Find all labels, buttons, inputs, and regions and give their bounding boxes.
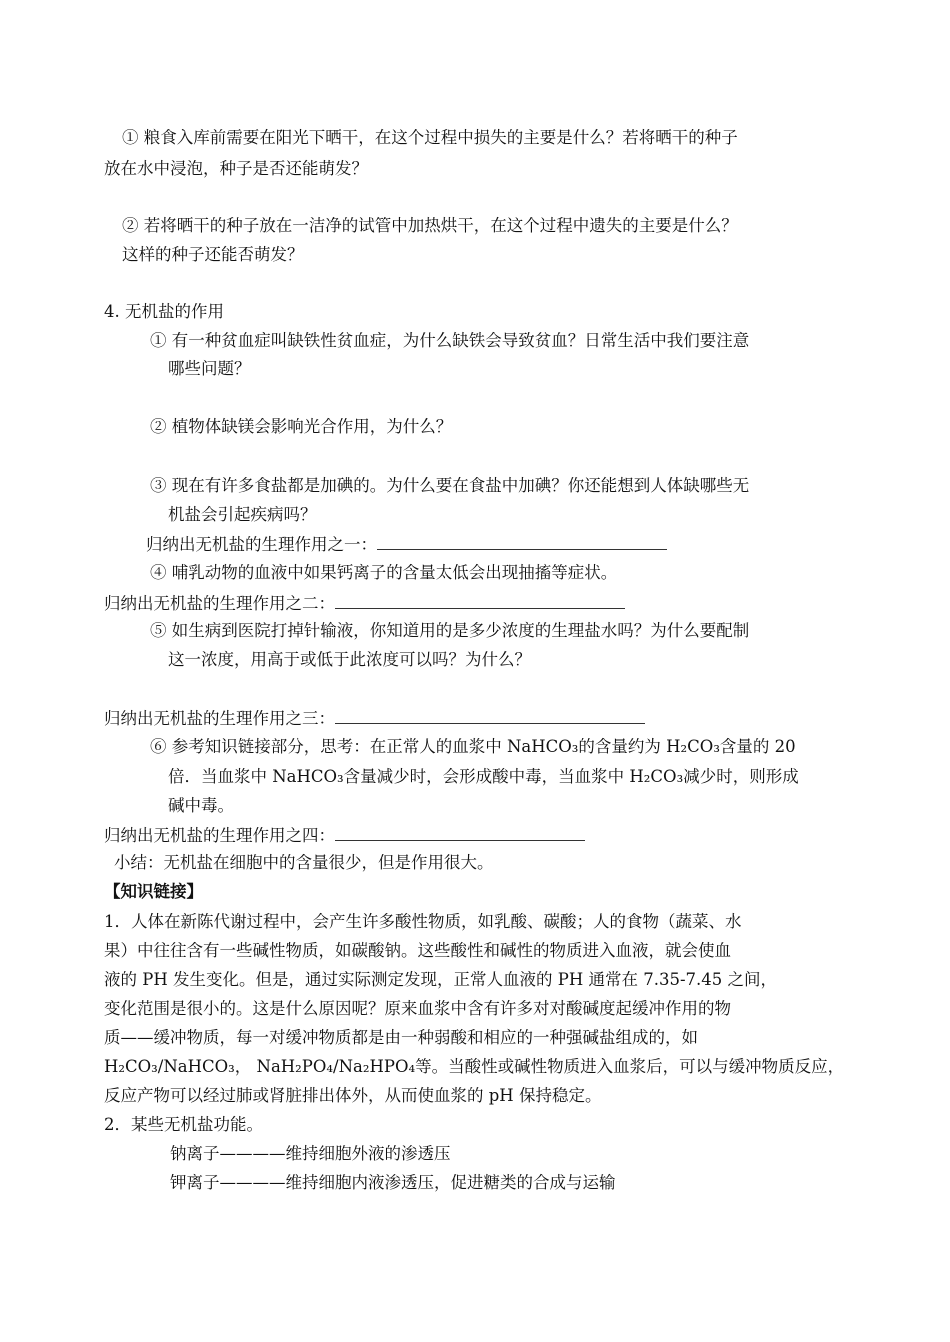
q4-item5-line1: ⑤ 如生病到医院打掉针输液，你知道用的是多少浓度的生理盐水吗？为什么要配制 xyxy=(150,621,750,640)
summary-3-answer-blank[interactable] xyxy=(335,707,645,724)
knowledge-heading: 【知识链接】 xyxy=(104,882,203,901)
summary-2-label: 归纳出无机盐的生理作用之二： xyxy=(104,594,335,613)
summary-4-label: 归纳出无机盐的生理作用之四： xyxy=(104,826,335,845)
q3-item1-line1: ① 粮食入库前需要在阳光下晒干，在这个过程中损失的主要是什么？若将晒干的种子 xyxy=(122,128,738,147)
knowledge-p1-line7: 反应产物可以经过肺或肾脏排出体外，从而使血浆的 pH 保持稳定。 xyxy=(104,1086,602,1105)
summary-3 xyxy=(104,707,645,730)
conclusion: 小结：无机盐在细胞中的含量很少，但是作用很大。 xyxy=(114,853,494,872)
summary-3-label: 归纳出无机盐的生理作用之三： xyxy=(104,709,335,728)
summary-2-answer-blank[interactable] xyxy=(335,592,625,609)
q4-item6-line2: 倍．当血浆中 NaHCO₃含量减少时，会形成酸中毒，当血浆中 H₂CO₃减少时，则形成 xyxy=(168,767,799,786)
knowledge-p1-line4: 变化范围是很小的。这是什么原因呢？原来血浆中含有许多对对酸碱度起缓冲作用的物 xyxy=(104,999,731,1018)
q4-item2: ② 植物体缺镁会影响光合作用，为什么？ xyxy=(150,417,453,436)
summary-1-answer-blank[interactable] xyxy=(377,533,667,550)
knowledge-p1-line3: 液的 PH 发生变化。但是，通过实际测定发现，正常人血液的 PH 通常在 7.35-7.45 之间， xyxy=(104,970,778,989)
q4-heading: 4. 无机盐的作用 xyxy=(104,302,224,321)
q4-item6-line3: 碱中毒。 xyxy=(168,796,234,815)
q4-item1-line2: 哪些问题？ xyxy=(168,359,251,378)
summary-1 xyxy=(146,533,667,556)
summary-4-answer-blank[interactable] xyxy=(335,824,585,841)
knowledge-p1-line1: 1．人体在新陈代谢过程中，会产生许多酸性物质，如乳酸、碳酸；人的食物（蔬菜、水 xyxy=(104,912,742,931)
potassium-function: 钾离子————维持细胞内液渗透压，促进糖类的合成与运输 xyxy=(170,1173,616,1192)
knowledge-p1-line2: 果）中往往含有一些碱性物质，如碳酸钠。这些酸性和碱性的物质进入血液，就会使血 xyxy=(104,941,731,960)
sodium-function: 钠离子————维持细胞外液的渗透压 xyxy=(170,1144,451,1163)
q4-item5-line2: 这一浓度，用高于或低于此浓度可以吗？为什么？ xyxy=(168,650,531,669)
q4-item3-line2: 机盐会引起疾病吗？ xyxy=(168,505,317,524)
knowledge-p2-heading: 2．某些无机盐功能。 xyxy=(104,1115,263,1134)
summary-4 xyxy=(104,824,585,847)
knowledge-p1-line5: 质——缓冲物质，每一对缓冲物质都是由一种弱酸和相应的一种强碱盐组成的，如 xyxy=(104,1028,698,1047)
q4-item6-line1: ⑥ 参考知识链接部分，思考：在正常人的血浆中 NaHCO₃的含量约为 H₂CO₃含量的 20 xyxy=(150,737,796,756)
q3-item2-line1: ② 若将晒干的种子放在一洁净的试管中加热烘干，在这个过程中遗失的主要是什么？ xyxy=(122,216,738,235)
q4-item1-line1: ① 有一种贫血症叫缺铁性贫血症，为什么缺铁会导致贫血？日常生活中我们要注意 xyxy=(150,331,750,350)
q4-item4: ④ 哺乳动物的血液中如果钙离子的含量太低会出现抽搐等症状。 xyxy=(150,563,618,582)
q4-item3-line1: ③ 现在有许多食盐都是加碘的。为什么要在食盐中加碘？你还能想到人体缺哪些无 xyxy=(150,476,750,495)
q3-item2-line2: 这样的种子还能否萌发？ xyxy=(122,245,304,264)
summary-2 xyxy=(104,592,625,615)
q3-item1-line2: 放在水中浸泡，种子是否还能萌发？ xyxy=(104,159,368,178)
knowledge-p1-line6: H₂CO₃/NaHCO₃， NaH₂PO₄/Na₂HPO₄等。当酸性或碱性物质进入血浆后，可以与缓冲物质反应， xyxy=(104,1057,845,1076)
summary-1-label: 归纳出无机盐的生理作用之一： xyxy=(146,535,377,554)
